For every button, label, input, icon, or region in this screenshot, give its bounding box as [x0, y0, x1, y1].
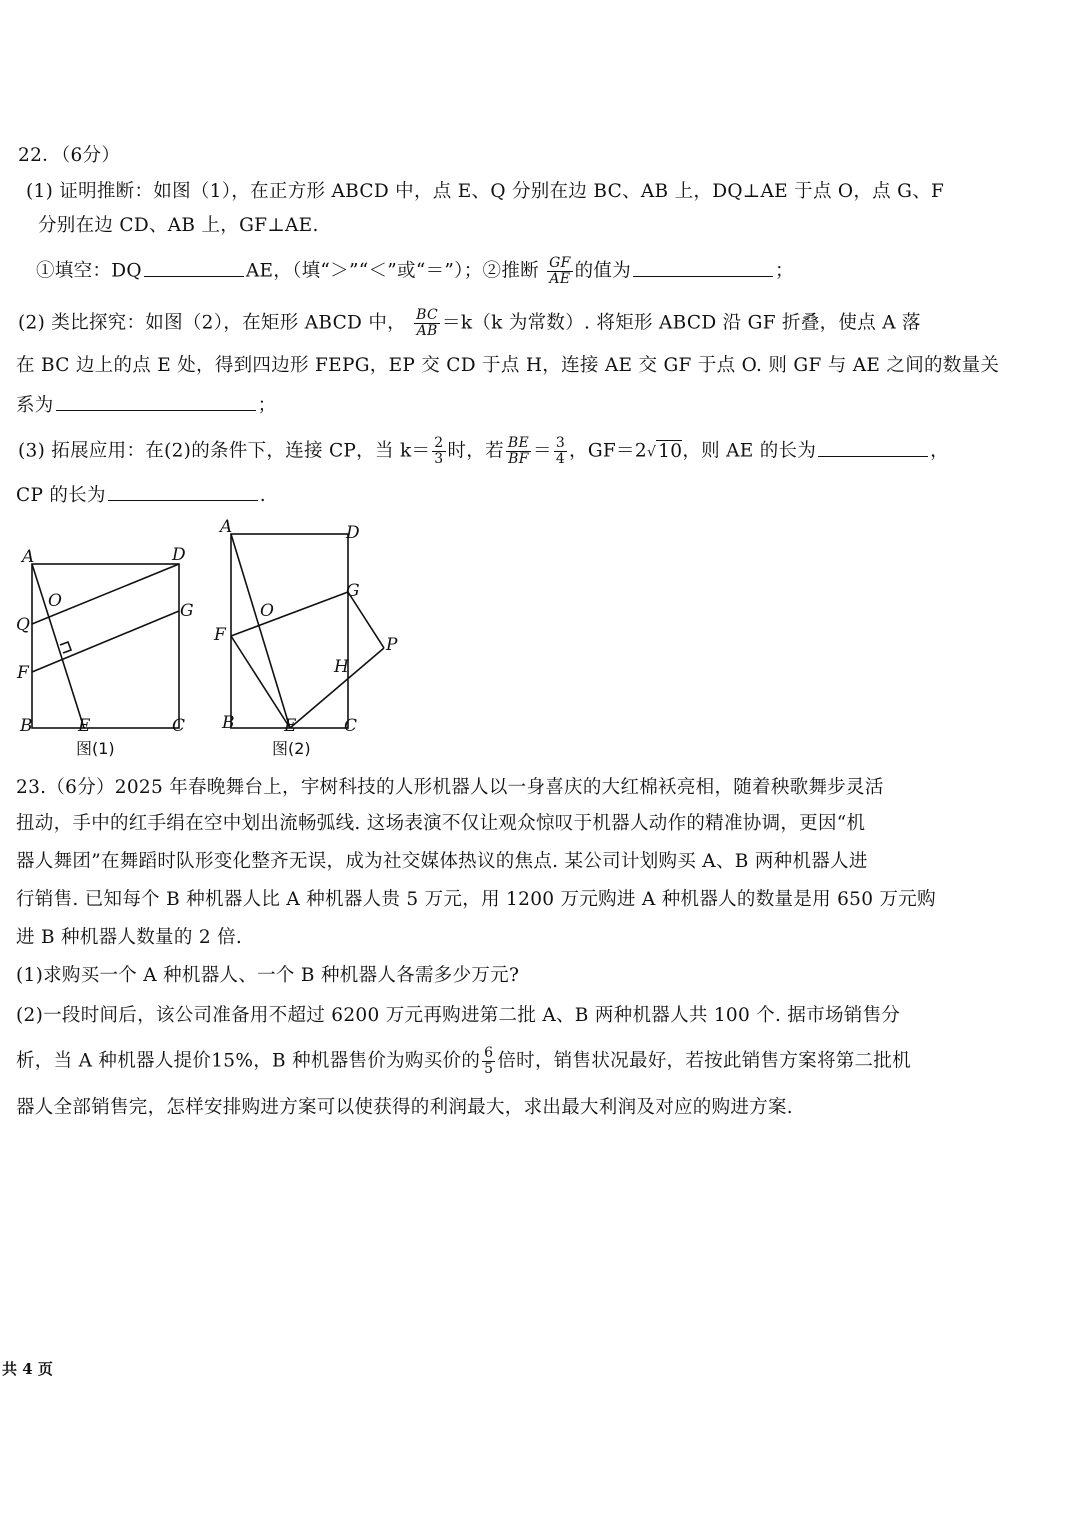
part2-text-a: (2) 类比探究：如图（2），在矩形 ABCD 中， — [18, 312, 406, 334]
fig2-label-g: G — [346, 581, 360, 601]
answer-blank-ratio[interactable] — [633, 258, 773, 277]
fig1-label-e: E — [78, 716, 91, 736]
q23-question-2-line1: (2)一段时间后，该公司准备用不超过 6200 万元再购进第二批 A、B 两种机器人共 100 个. 据市场销售分 — [16, 1005, 901, 1026]
fig2-label-c: C — [344, 716, 358, 736]
segment-ae-2 — [231, 534, 290, 728]
q23-line3: 器人舞团”在舞蹈时队形变化整齐无误，成为社交媒体热议的焦点. 某公司计划购买 A、B 两种机器人进 — [16, 851, 868, 872]
q23-line2: 扭动，手中的红手绢在空中划出流畅弧线. 这场表演不仅让观众惊叹于机器人动作的精准协调，更因“机 — [16, 813, 866, 834]
fig2-label-o: O — [260, 601, 274, 621]
fraction-k: $\frac{2}{3}$ — [434, 435, 444, 467]
figure-1 — [32, 564, 179, 728]
geometry-figures — [0, 512, 420, 762]
q22-header: 22．（6分） — [18, 145, 121, 166]
fig1-label-a: A — [22, 547, 35, 567]
q23-question-2-line3: 器人全部销售完，怎样安排购进方案可以使获得的利润最大，求出最大利润及对应的购进方案. — [16, 1097, 793, 1118]
fill-mid: AE，（填“＞”“＜”或“＝”）；②推断 — [245, 260, 539, 282]
segment-gf — [32, 611, 179, 672]
fig1-label-c: C — [172, 716, 186, 736]
fig2-label-e: E — [284, 716, 297, 736]
right-angle-mark — [60, 642, 71, 653]
part3-text-f: ， — [930, 440, 949, 462]
answer-blank-cp[interactable] — [108, 482, 258, 501]
fill-end: ； — [775, 260, 794, 282]
q23-q2-text-b: 倍时，销售状况最好，若按此销售方案将第二批机 — [497, 1050, 911, 1072]
fig2-label-h: H — [334, 657, 349, 677]
fig2-label-d: D — [346, 523, 360, 543]
figure-2-labels — [213, 517, 398, 758]
segment-fe — [231, 636, 290, 728]
sqrt-sign: √ — [646, 444, 657, 461]
rectangle-abcd — [231, 534, 348, 728]
q22-part2-line3 — [16, 392, 276, 418]
part3-line2-b: . — [259, 485, 266, 506]
part3-text-b: 时，若 — [447, 440, 504, 462]
q23-q2-text-a: 析，当 A 种机器人提价15%，B 种机器售价为购买价的 — [16, 1050, 481, 1072]
q22-part3-line2 — [16, 482, 266, 508]
page-footer: 共 4 页 — [2, 1360, 53, 1378]
fraction-be-bf: $\frac{BE}{BF}$ — [507, 435, 530, 467]
part2-line3-a: 系为 — [16, 395, 54, 416]
fig1-label-f: F — [17, 663, 29, 683]
part3-text-e: ，则 AE 的长为 — [682, 440, 817, 462]
part3-text-c: ＝ — [533, 440, 552, 462]
fig1-label-b: B — [20, 716, 33, 736]
q23-line4: 行销售. 已知每个 B 种机器人比 A 种机器人贵 5 万元，用 1200 万元购进 A 种机器人的数量是用 650 万元购 — [16, 889, 936, 910]
figure-2-caption: 图(2) — [272, 739, 311, 758]
q23-line5: 进 B 种机器人数量的 2 倍. — [16, 927, 243, 948]
part3-text-a: (3) 拓展应用：在(2)的条件下，连接 CP，当 k＝ — [18, 440, 431, 462]
segment-ae — [32, 564, 84, 728]
figure-2 — [231, 534, 384, 728]
square-abcd — [32, 564, 179, 728]
fill-suffix: 的值为 — [574, 260, 632, 282]
q23-question-1: (1)求购买一个 A 种机器人、一个 B 种机器人各需多少万元? — [16, 965, 520, 986]
part2-line3-b: ； — [257, 395, 277, 416]
fig1-label-q: Q — [16, 615, 30, 635]
q22-part1-line1: (1) 证明推断：如图（1），在正方形 ABCD 中，点 E、Q 分别在边 BC、AB 上，DQ⊥AE 于点 O，点 G、F — [26, 181, 945, 202]
fig2-label-f: F — [214, 625, 226, 645]
part2-text-b: ＝k（k 为常数）. 将矩形 ABCD 沿 GF 折叠，使点 A 落 — [442, 312, 921, 334]
part3-text-d: ，GF＝2 — [569, 440, 647, 462]
q22-fill-line — [36, 256, 794, 287]
figure-1-caption: 图(1) — [76, 739, 115, 758]
fraction-3-4: $\frac{3}{4}$ — [555, 435, 566, 467]
fig1-label-o: O — [48, 591, 62, 611]
fig1-label-d: D — [172, 545, 186, 565]
q22-part3-line1 — [18, 436, 949, 467]
fill-prefix: ①填空：DQ — [36, 260, 142, 282]
part3-line2-a: CP 的长为 — [16, 485, 106, 506]
fig2-label-a: A — [220, 517, 233, 537]
fig2-label-p: P — [386, 635, 398, 655]
fig2-label-b: B — [222, 713, 235, 733]
answer-blank-compare[interactable] — [144, 258, 244, 277]
figure-1-labels — [16, 545, 194, 758]
fraction-gf-ae: $\frac{GF}{AE}$ — [549, 255, 571, 287]
segment-fg — [231, 592, 348, 636]
q23-line1: 23.（6分）2025 年春晚舞台上，宇树科技的人形机器人以一身喜庆的大红棉袄亮相，随着秧歌舞步灵活 — [16, 777, 884, 798]
answer-blank-relation[interactable] — [56, 392, 256, 411]
answer-blank-ae[interactable] — [818, 438, 928, 457]
fraction-6-5: $\frac{6}{5}$ — [484, 1045, 494, 1077]
fraction-bc-ab: $\frac{BC}{AB}$ — [416, 307, 439, 339]
q23-question-2-line2 — [16, 1046, 911, 1077]
q22-part2-line1 — [18, 308, 921, 339]
fig1-label-g: G — [180, 601, 194, 621]
q22-part1-line2: 分别在边 CD、AB 上，GF⊥AE. — [38, 215, 319, 236]
sqrt-value: 10 — [658, 440, 683, 462]
q22-part2-line2: 在 BC 边上的点 E 处，得到四边形 FEPG，EP 交 CD 于点 H，连接 AE 交 GF 于点 O. 则 GF 与 AE 之间的数量关 — [16, 355, 1000, 376]
